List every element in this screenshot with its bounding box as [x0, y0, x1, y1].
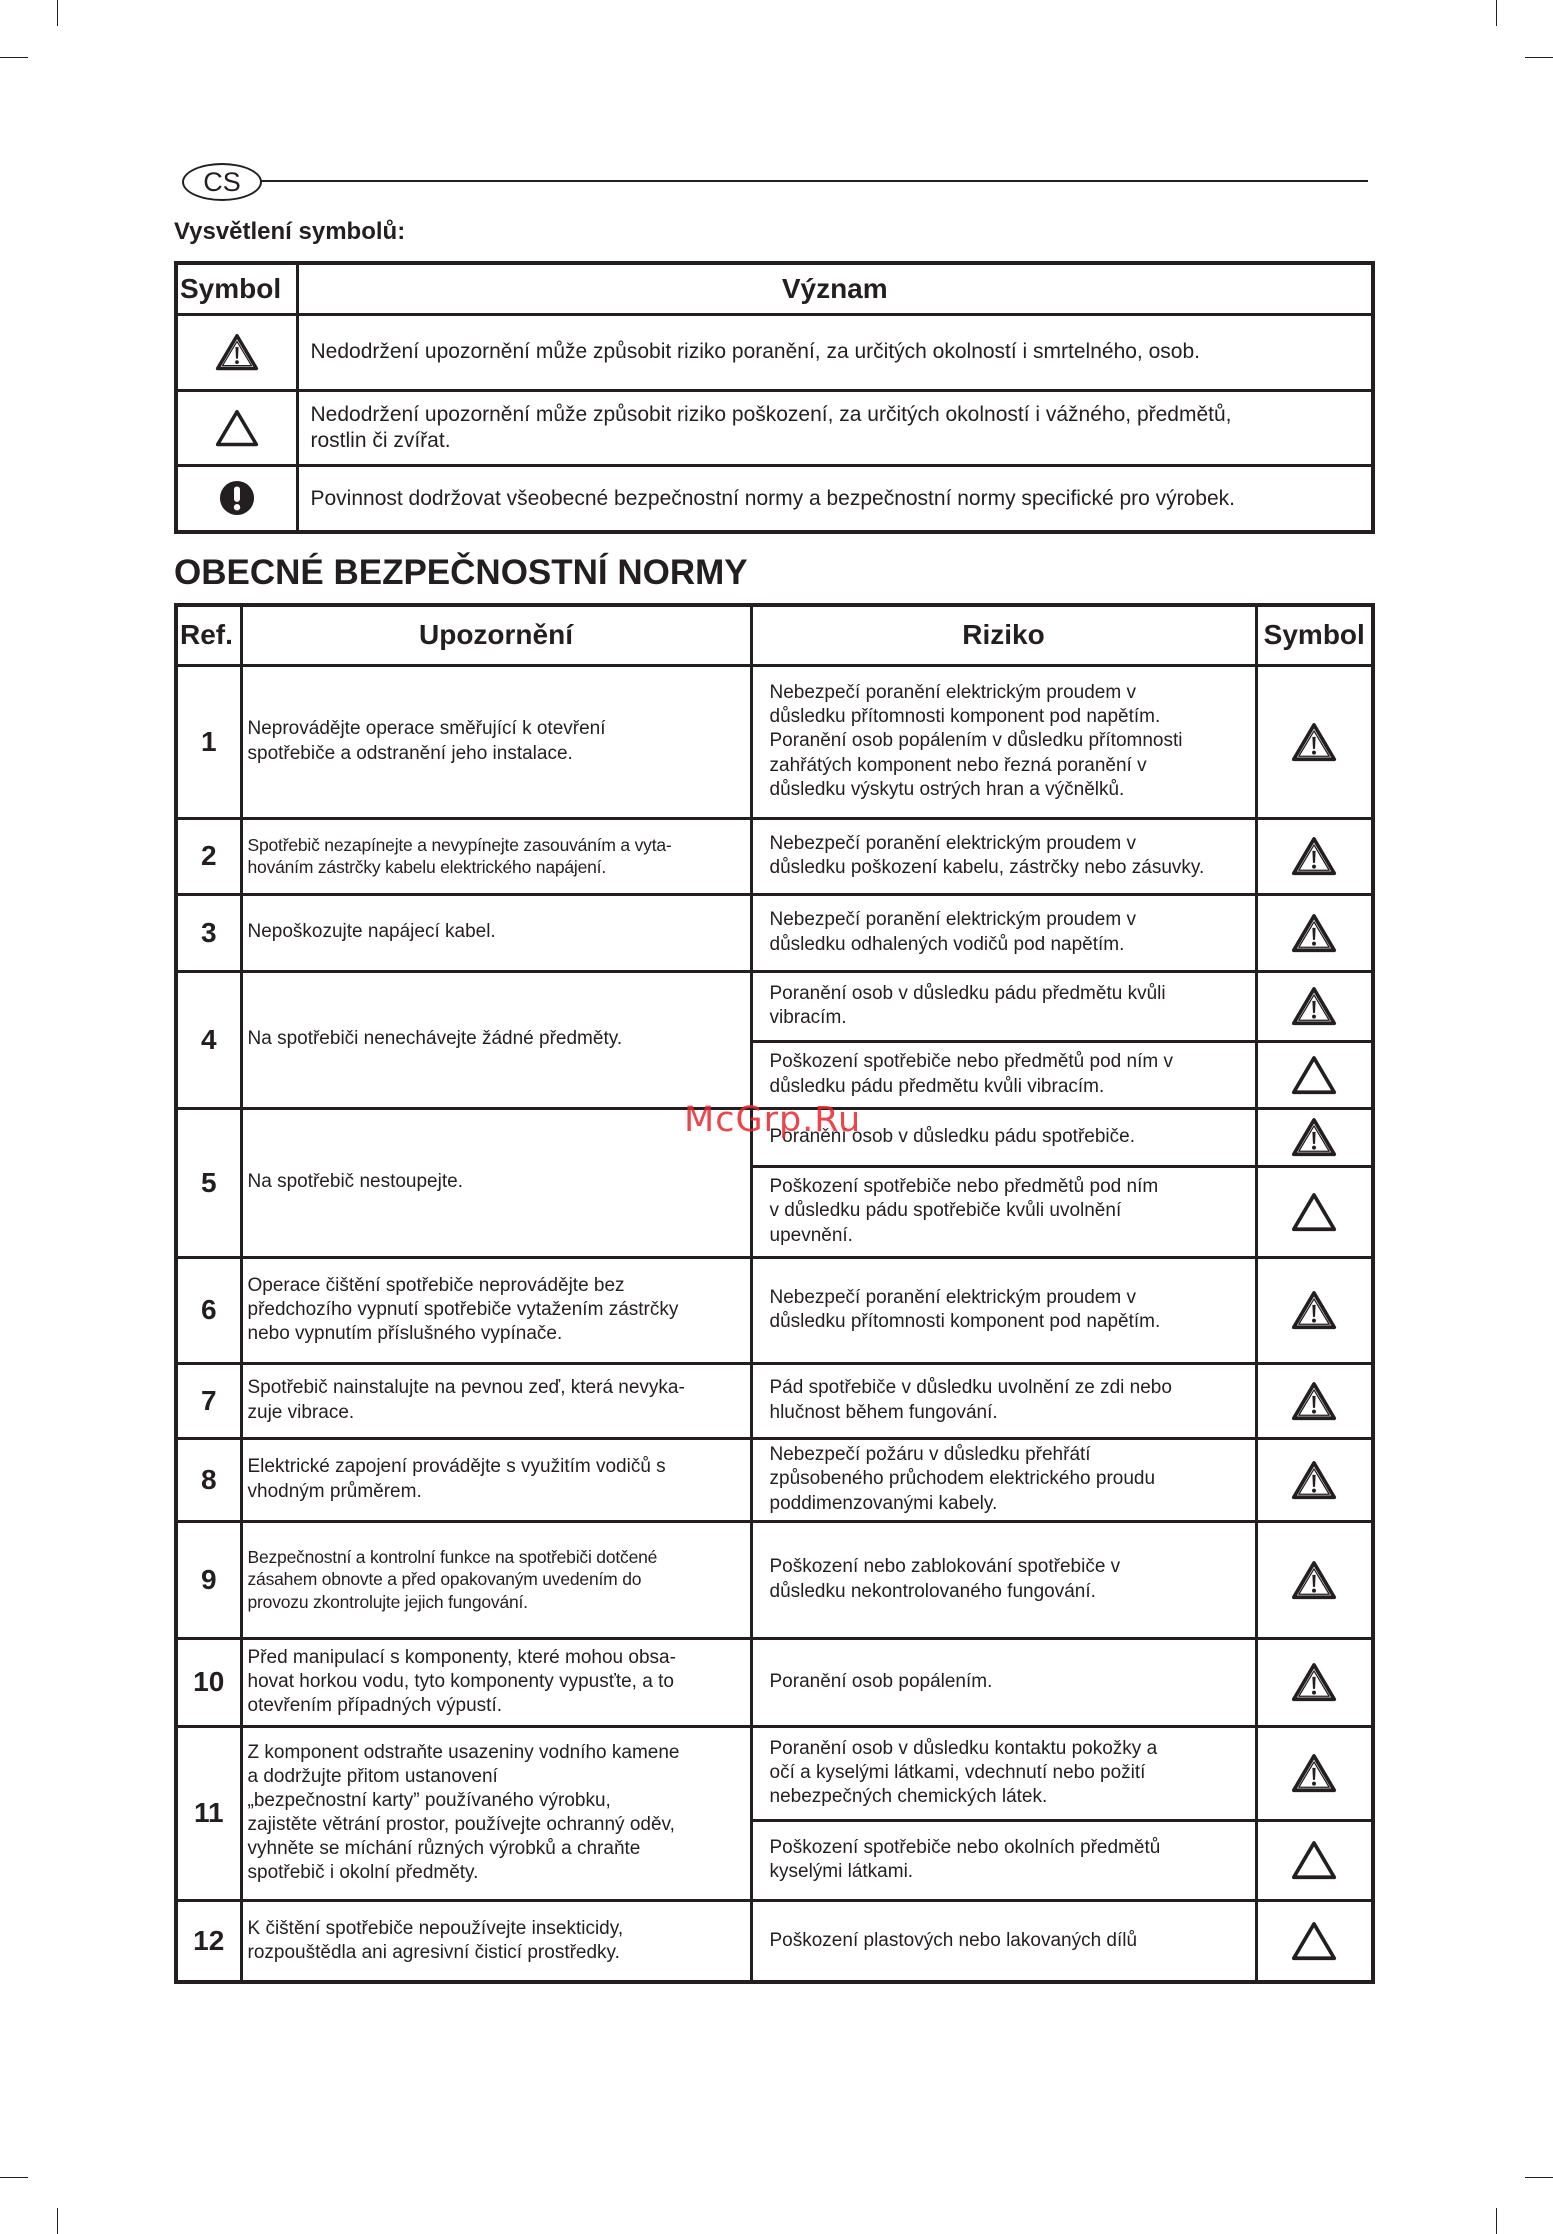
crop-mark	[57, 2208, 58, 2234]
warning-text: Neprovádějte operace směřující k otevření spotřebiče a odstranění jeho instalace.	[241, 665, 751, 818]
legend-meaning: Povinnost dodržovat všeobecné bezpečnostní normy a bezpečnostní normy specifické pro výrobek.	[297, 465, 1373, 532]
danger-triangle-icon	[1291, 1752, 1337, 1794]
danger-triangle-icon	[1291, 721, 1337, 763]
caution-triangle-icon	[1291, 1191, 1337, 1233]
table-row	[176, 1726, 1373, 1820]
risk-text: Poranění osob popálením.	[751, 1638, 1256, 1726]
symbol-cell	[1256, 1726, 1373, 1820]
symbol-cell	[1256, 1638, 1373, 1726]
safety-rules-table	[174, 603, 1375, 1984]
risk-text: Poškození spotřebiče nebo okolních předmětů kyselými látkami.	[751, 1820, 1256, 1900]
legend-row	[176, 465, 1373, 532]
ref-number: 6	[176, 1257, 241, 1363]
symbol-cell	[1256, 1820, 1373, 1900]
table-row	[176, 1638, 1373, 1726]
ref-number: 11	[176, 1726, 241, 1900]
warning-text: Na spotřebič nestoupejte.	[241, 1108, 751, 1257]
danger-triangle-icon	[215, 332, 259, 372]
danger-triangle-icon	[1291, 1380, 1337, 1422]
risk-text: Nebezpečí poranění elektrickým proudem v důsledku odhalených vodičů pod napětím.	[751, 894, 1256, 971]
warning-text: Spotřebič nainstalujte na pevnou zeď, která nevyka- zuje vibrace.	[241, 1363, 751, 1438]
legend-col-symbol: Symbol	[176, 263, 297, 314]
crop-mark	[57, 0, 58, 26]
warning-text: Nepoškozujte napájecí kabel.	[241, 894, 751, 971]
crop-mark	[0, 2177, 28, 2178]
symbol-cell	[1256, 1363, 1373, 1438]
danger-triangle-icon	[1291, 1459, 1337, 1501]
ref-number: 2	[176, 818, 241, 894]
warning-text: Z komponent odstraňte usazeniny vodního kamene a dodržujte přitom ustanovení „bezpečnostní karty” používaného výrobku, zajistěte větrání prostor, používejte ochranný oděv, vyhněte se míchání různých výrobků a chraňte spotřebič i okolní předměty.	[241, 1726, 751, 1900]
ref-number: 5	[176, 1108, 241, 1257]
caution-triangle-icon	[1291, 1054, 1337, 1096]
language-badge: CS	[182, 163, 262, 201]
symbol-cell	[1256, 1257, 1373, 1363]
rules-heading: OBECNÉ BEZPEČNOSTNÍ NORMY	[174, 553, 748, 592]
table-row	[176, 1900, 1373, 1982]
table-row	[176, 1257, 1373, 1363]
danger-triangle-icon	[1291, 1289, 1337, 1331]
watermark: McGrp.Ru	[684, 1100, 862, 1140]
crop-mark	[1525, 57, 1553, 58]
legend-meaning: Nedodržení upozornění může způsobit riziko poškození, za určitých okolností i vážného, předmětů, rostlin či zvířat.	[297, 390, 1373, 465]
risk-text: Poškození nebo zablokování spotřebiče v důsledku nekontrolovaného fungování.	[751, 1521, 1256, 1638]
crop-mark	[1496, 2208, 1497, 2234]
warning-text: Operace čištění spotřebiče neprovádějte bez předchozího vypnutí spotřebiče vytažením zástrčky nebo vypnutím příslušného vypínače.	[241, 1257, 751, 1363]
risk-text: Poranění osob v důsledku kontaktu pokožky a očí a kyselými látkami, vdechnutí nebo požití nebezpečných chemických látek.	[751, 1726, 1256, 1820]
table-row	[176, 818, 1373, 894]
symbol-legend-table	[174, 261, 1375, 534]
mandatory-exclamation-icon	[215, 478, 259, 518]
legend-row	[176, 390, 1373, 465]
crop-mark	[1496, 0, 1497, 26]
symbol-cell	[1256, 894, 1373, 971]
col-risk: Riziko	[751, 605, 1256, 665]
legend-col-meaning: Význam	[297, 263, 1373, 314]
table-row	[176, 971, 1373, 1041]
ref-number: 10	[176, 1638, 241, 1726]
risk-text: Poškození spotřebiče nebo předmětů pod ním v důsledku pádu spotřebiče kvůli uvolnění upevnění.	[751, 1166, 1256, 1257]
warning-text: Spotřebič nezapínejte a nevypínejte zasouváním a vyta- hováním zástrčky kabelu elektrického napájení.	[241, 818, 751, 894]
risk-text: Poškození plastových nebo lakovaných dílů	[751, 1900, 1256, 1982]
risk-text: Nebezpečí požáru v důsledku přehřátí způsobeného průchodem elektrického proudu poddimenzovanými kabely.	[751, 1438, 1256, 1521]
danger-triangle-icon	[1291, 1116, 1337, 1158]
risk-text: Nebezpečí poranění elektrickým proudem v důsledku přítomnosti komponent pod napětím.	[751, 1257, 1256, 1363]
table-row	[176, 1438, 1373, 1521]
risk-text: Nebezpečí poranění elektrickým proudem v důsledku poškození kabelu, zástrčky nebo zásuvky.	[751, 818, 1256, 894]
caution-triangle-icon	[215, 408, 259, 448]
symbol-cell	[1256, 818, 1373, 894]
ref-number: 3	[176, 894, 241, 971]
legend-meaning: Nedodržení upozornění může způsobit riziko poranění, za určitých okolností i smrtelného, osob.	[297, 314, 1373, 390]
col-ref: Ref.	[176, 605, 241, 665]
col-symbol: Symbol	[1256, 605, 1373, 665]
warning-text: Bezpečnostní a kontrolní funkce na spotřebiči dotčené zásahem obnovte a před opakovaným uvedením do provozu zkontrolujte jejich fungování.	[241, 1521, 751, 1638]
table-row	[176, 1521, 1373, 1638]
risk-text: Pád spotřebiče v důsledku uvolnění ze zdi nebo hlučnost během fungování.	[751, 1363, 1256, 1438]
ref-number: 8	[176, 1438, 241, 1521]
col-warning: Upozornění	[241, 605, 751, 665]
ref-number: 12	[176, 1900, 241, 1982]
legend-row	[176, 314, 1373, 390]
legend-symbol-cell	[176, 390, 297, 465]
symbol-cell	[1256, 1438, 1373, 1521]
legend-symbol-cell	[176, 314, 297, 390]
ref-number: 1	[176, 665, 241, 818]
caution-triangle-icon	[1291, 1839, 1337, 1881]
header-rule	[260, 180, 1368, 182]
risk-text: Poranění osob v důsledku pádu předmětu kvůli vibracím.	[751, 971, 1256, 1041]
risk-text: Nebezpečí poranění elektrickým proudem v důsledku přítomnosti komponent pod napětím. Poranění osob popálením v důsledku přítomnosti zahřátých komponent nebo řezná poranění v důsledku výskytu ostrých hran a výčnělků.	[751, 665, 1256, 818]
warning-text: Elektrické zapojení provádějte s využitím vodičů s vhodným průměrem.	[241, 1438, 751, 1521]
symbol-cell	[1256, 665, 1373, 818]
symbol-cell	[1256, 1900, 1373, 1982]
crop-mark	[1525, 2177, 1553, 2178]
ref-number: 9	[176, 1521, 241, 1638]
danger-triangle-icon	[1291, 985, 1337, 1027]
warning-text: K čištění spotřebiče nepoužívejte insekticidy, rozpouštědla ani agresivní čisticí prostředky.	[241, 1900, 751, 1982]
danger-triangle-icon	[1291, 835, 1337, 877]
warning-text: Před manipulací s komponenty, které mohou obsa- hovat horkou vodu, tyto komponenty vypusťte, a to otevřením případných výpustí.	[241, 1638, 751, 1726]
table-row	[176, 1363, 1373, 1438]
symbol-cell	[1256, 1108, 1373, 1166]
symbol-cell	[1256, 1166, 1373, 1257]
symbol-cell	[1256, 1521, 1373, 1638]
legend-heading: Vysvětlení symbolů:	[174, 218, 406, 245]
ref-number: 7	[176, 1363, 241, 1438]
crop-mark	[0, 57, 28, 58]
danger-triangle-icon	[1291, 1661, 1337, 1703]
symbol-cell	[1256, 1041, 1373, 1108]
risk-text: Poranění osob v důsledku pádu spotřebiče.	[751, 1108, 1256, 1166]
risk-text: Poškození spotřebiče nebo předmětů pod ním v důsledku pádu předmětu kvůli vibracím.	[751, 1041, 1256, 1108]
ref-number: 4	[176, 971, 241, 1108]
danger-triangle-icon	[1291, 1559, 1337, 1601]
legend-symbol-cell	[176, 465, 297, 532]
symbol-cell	[1256, 971, 1373, 1041]
table-row	[176, 665, 1373, 818]
danger-triangle-icon	[1291, 912, 1337, 954]
warning-text: Na spotřebiči nenechávejte žádné předměty.	[241, 971, 751, 1108]
caution-triangle-icon	[1291, 1920, 1337, 1962]
table-row	[176, 894, 1373, 971]
